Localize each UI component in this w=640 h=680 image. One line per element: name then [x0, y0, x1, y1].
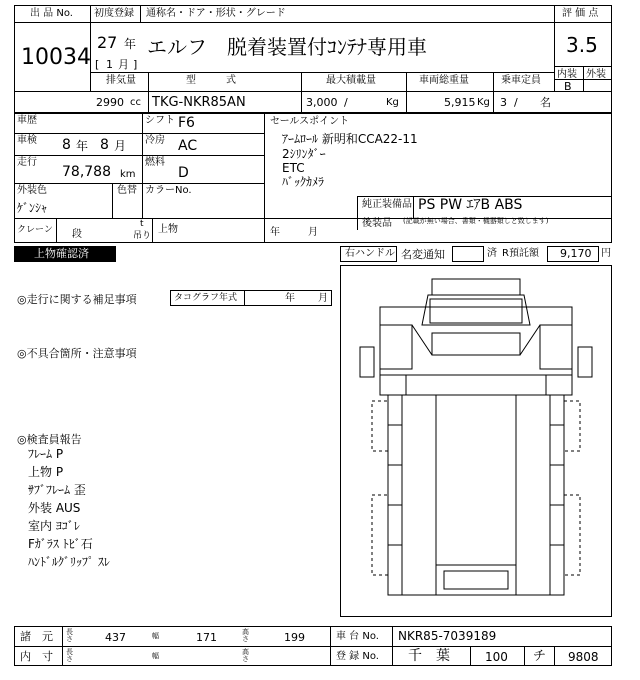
width-label: 幅	[152, 632, 159, 640]
fuel-label: 燃料	[145, 157, 165, 168]
inspector-item-5: 室内 ﾖｺﾞﾚ	[28, 519, 80, 533]
model-type-label: 型 式	[186, 75, 236, 86]
upper-confirmed-text: 上物確認済	[34, 247, 89, 260]
sales-point-4: ﾊﾞｯｸｶﾒﾗ	[282, 175, 325, 189]
name-change-box	[452, 246, 484, 262]
defects-label: ◎不具合箇所・注意事項	[17, 347, 137, 360]
aftermarket-label: 後装品	[362, 218, 392, 229]
supplement-label: ◎走行に関する補足事項	[17, 293, 137, 306]
recycle-done-label: 済	[487, 248, 497, 259]
max-load-sep: /	[344, 96, 348, 109]
inner-height-label: 高さ	[242, 648, 249, 664]
capacity-sep: /	[514, 96, 518, 109]
tachograph-label: タコグラフ年式	[174, 293, 238, 303]
lot-label: 出 品 No.	[30, 8, 73, 19]
plate-region: 千 葉	[408, 648, 450, 664]
chassis-label: 車 台 No.	[336, 631, 379, 642]
grade-label: 評 価 点	[562, 8, 599, 19]
length-label: 長さ	[66, 628, 73, 644]
sales-point-3: ETC	[282, 161, 305, 175]
recycle-fee-unit: 円	[601, 248, 611, 259]
aftermarket-note: (記載が無い場合、書類・機器類しと致します)	[403, 217, 549, 225]
chassis-value: NKR85-7039189	[398, 629, 497, 643]
max-load-value: 3,000	[306, 96, 338, 109]
equipment-label: 純正装備品	[362, 199, 412, 210]
inspector-item-7: ﾊﾝﾄﾞﾙｸﾞﾘｯﾌﾟ ｽﾚ	[28, 555, 110, 569]
color-change-label: 色替	[117, 185, 137, 196]
equipment-value: PS PW ｴｱB ABS	[418, 197, 523, 213]
month-bracket-open: [	[95, 58, 100, 71]
inspection-month: 8	[100, 137, 109, 153]
upper-confirmed-badge	[14, 246, 116, 262]
month-bracket-close: ]	[133, 58, 138, 71]
diagram-wheel-rear-left	[372, 495, 388, 575]
shift-label: シフト	[145, 115, 175, 126]
inspection-year: 8	[62, 137, 71, 153]
shift-value: F6	[178, 115, 195, 131]
mileage-value: 78,788	[62, 164, 111, 180]
height-value: 199	[284, 631, 305, 644]
capacity-value: 3	[500, 96, 507, 109]
history-label: 車歴	[17, 115, 37, 126]
plate-kana: チ	[533, 649, 547, 664]
sales-points-label: セールスポイント	[270, 116, 350, 127]
diagram-rear	[436, 565, 516, 595]
color-no-label: カラーNo.	[145, 185, 192, 196]
recycle-fee-label: R預託額	[502, 248, 539, 259]
sales-point-1: ｱｰﾑﾛｰﾙ 新明和CCA22-11	[282, 132, 418, 146]
first-reg-label: 初度登録	[94, 8, 134, 19]
plate-number: 9808	[568, 650, 599, 664]
color-label: 外装色	[17, 185, 47, 196]
gross-weight-unit: Kg	[477, 97, 490, 108]
diagram-cab-roof	[432, 279, 520, 295]
inspection-label: 車検	[17, 135, 37, 146]
diagram-wheel-front-left	[372, 401, 388, 451]
first-reg-month-unit: 月	[118, 58, 129, 71]
diagram-windshield	[430, 299, 522, 323]
model-type-value: TKG-NKR85AN	[152, 95, 246, 110]
lot-number: 10034	[21, 45, 91, 70]
grade-value: 3.5	[566, 33, 598, 57]
color-value: ｹﾞﾝｼｬ	[17, 201, 48, 215]
max-load-label: 最大積載量	[326, 75, 376, 86]
recycle-fee-value: 9,170	[560, 247, 592, 260]
plate-class: 100	[485, 650, 508, 664]
interior-grade: B	[564, 80, 572, 93]
diagram-wheel-front-right	[564, 401, 580, 451]
gross-weight-value: 5,915	[444, 96, 476, 109]
diagram-cab-body	[380, 307, 572, 375]
ac-label: 冷房	[145, 135, 165, 146]
diagram-mirror-right	[578, 347, 592, 377]
displacement-unit: cc	[130, 97, 141, 108]
interior-label: 内装	[557, 69, 577, 80]
right-hand-label: 右ハンドル	[345, 248, 395, 259]
model-name: エルフ 脱着装置付ｺﾝﾃﾅ専用車	[147, 35, 427, 59]
height-label: 高さ	[242, 628, 249, 644]
displacement-label: 排気量	[106, 75, 136, 86]
inner-length-label: 長さ	[66, 648, 73, 664]
capacity-unit: 名	[540, 96, 551, 109]
inspector-item-2: 上物 P	[28, 465, 64, 479]
length-value: 437	[105, 631, 126, 644]
inspection-year-unit: 年	[76, 139, 89, 153]
inspector-item-4: 外装 AUS	[28, 501, 81, 515]
upper-year-label: 年	[270, 227, 280, 238]
model-name-label: 通称名・ドア・形状・グレード	[146, 8, 286, 19]
upper-month-label: 月	[308, 227, 318, 238]
inspection-month-unit: 月	[114, 139, 127, 153]
diagram-grille	[432, 333, 520, 355]
mileage-unit: km	[120, 169, 136, 180]
exterior-label: 外装	[586, 69, 606, 80]
capacity-label: 乗車定員	[501, 75, 541, 86]
vehicle-diagram	[340, 265, 612, 617]
tachograph-year-unit: 年	[285, 293, 295, 304]
inspector-item-3: ｻﾌﾞﾌﾚｰﾑ 歪	[28, 483, 86, 497]
inspector-item-1: ﾌﾚｰﾑ P	[28, 447, 64, 461]
crane-lift-label: 吊り	[133, 231, 152, 241]
gross-weight-label: 車両総重量	[419, 75, 469, 86]
name-change-label: 名変通知	[401, 248, 445, 261]
plate-label: 登 録 No.	[336, 651, 379, 662]
mileage-label: 走行	[17, 157, 37, 168]
inspector-item-6: Fｶﾞﾗｽ ﾄﾋﾞ石	[28, 537, 93, 551]
width-value: 171	[196, 631, 217, 644]
first-reg-year-unit: 年	[124, 37, 137, 51]
first-reg-month: 1	[106, 58, 113, 71]
ac-value: AC	[178, 138, 198, 154]
crane-stage-label: 段	[72, 229, 82, 240]
inspector-label: ◎検査員報告	[17, 433, 82, 446]
dims-label: 諸 元	[20, 630, 53, 643]
diagram-wheel-rear-right	[564, 495, 580, 575]
crane-label: クレーン	[17, 225, 53, 235]
sales-point-2: 2ｼﾘﾝﾀﾞｰ	[282, 147, 326, 161]
max-load-unit: Kg	[386, 97, 399, 108]
displacement-value: 2990	[96, 96, 124, 109]
diagram-mirror-left	[360, 347, 374, 377]
crane-ton-label: t	[140, 219, 144, 229]
fuel-value: D	[178, 165, 189, 181]
tachograph-month-unit: 月	[318, 293, 328, 304]
inner-dims-label: 内 寸	[20, 650, 53, 663]
upper-label: 上物	[158, 224, 178, 235]
first-reg-year: 27	[97, 33, 118, 52]
inner-width-label: 幅	[152, 652, 159, 660]
